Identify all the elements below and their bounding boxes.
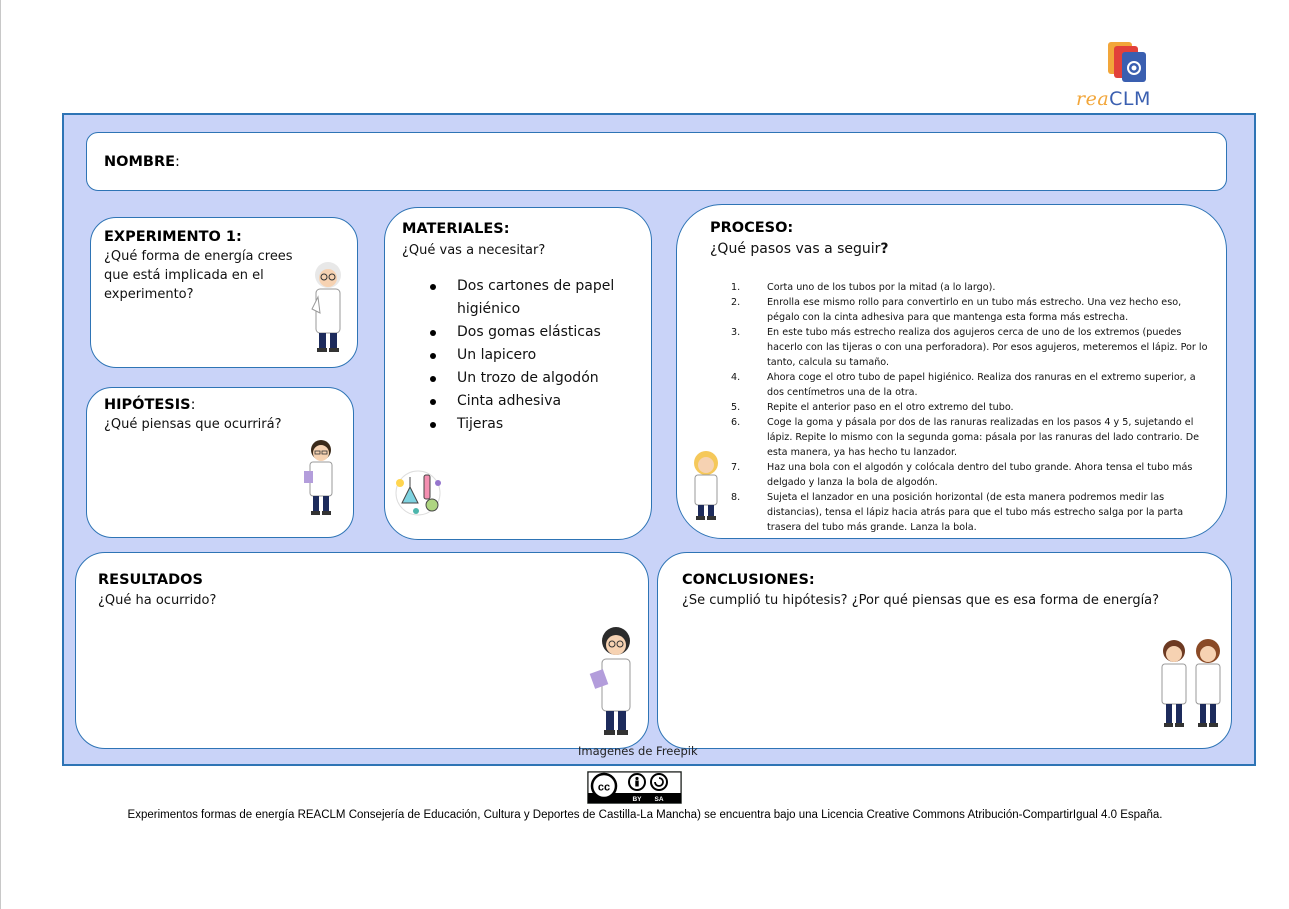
- process-step: 2. Enrolla ese mismo rollo para convertirlo en un tubo más estrecho. Una vez hecho eso, pégalo con la cinta adhesiva para que mantenga esta forma más estrecha.: [731, 297, 1182, 323]
- process-step: 5. Repite el anterior paso en el otro extremo del tubo.: [731, 402, 1014, 413]
- process-steps: [731, 280, 1211, 535]
- list-item: Tijeras: [428, 413, 643, 436]
- svg-text:cc: cc: [597, 781, 611, 794]
- process-title: PROCESO:: [710, 220, 794, 236]
- name-label: NOMBRE:: [104, 154, 180, 170]
- process-question: ¿Qué pasos vas a seguir?: [710, 241, 889, 257]
- scientist-pair-icon: [1154, 637, 1230, 737]
- license-text: Experimentos formas de energía REACLM Consejería de Educación, Cultura y Deportes de Castilla-La Mancha) se encuentra bajo una Licencia Creative Commons Atribución-CompartirIgual 4.0 España.: [127, 809, 1163, 821]
- conclusions-box[interactable]: [657, 552, 1232, 749]
- results-question: ¿Qué ha ocurrido?: [98, 593, 217, 608]
- conclusions-question: ¿Se cumplió tu hipótesis? ¿Por qué piensas que es esa forma de energía?: [682, 593, 1160, 608]
- results-box[interactable]: [75, 552, 649, 749]
- hypothesis-title: HIPÓTESIS:: [104, 397, 196, 413]
- list-item: Dos gomas elásticas: [428, 321, 643, 344]
- list-item: Cinta adhesiva: [428, 390, 643, 413]
- conclusions-title: CONCLUSIONES:: [682, 572, 815, 588]
- materials-question: ¿Qué vas a necesitar?: [402, 243, 546, 258]
- scientist-boy-icon: [300, 437, 342, 521]
- process-step: 1. Corta uno de los tubos por la mitad (a lo largo).: [731, 282, 996, 293]
- list-item: Dos cartones de papel higiénico: [428, 275, 643, 321]
- cc-by-label: BY: [632, 796, 642, 803]
- materials-list: [428, 275, 643, 436]
- process-step: 3. En este tubo más estrecho realiza dos agujeros cerca de uno de los extremos (puedes hacerlo con las tijeras o con una perforadora). Por esos agujeros, meteremos el lápiz. Por lo tanto, calcula su tamaño.: [731, 327, 1208, 368]
- scientist-girl-icon: [586, 625, 644, 743]
- process-step: 7. Haz una bola con el algodón y colócala dentro del tubo grande. Ahora tensa el tubo más delgado y lanza la bola de algodón.: [731, 462, 1193, 488]
- process-step: 8. Sujeta el lanzador en una posición horizontal (de esta manera podremos medir las distancias), tensa el lápiz hacia atrás para que el tubo más estrecho salga por la parta trasera del tubo más grande. Lanza la bola.: [731, 492, 1184, 533]
- process-step: 6. Coge la goma y pásala por dos de las ranuras realizadas en los pasos 4 y 5, sujetando el lápiz. Repite lo mismo con la segunda goma: pásala por las ranuras del lado contrario. De esta manera, ya has hecho tu lanzador.: [731, 417, 1200, 458]
- process-box: [676, 204, 1227, 539]
- process-step: 4. Ahora coge el otro tubo de papel higiénico. Realiza dos ranuras en el extremo superior, a dos centímetros una de la otra.: [731, 372, 1196, 398]
- experiment-title: EXPERIMENTO 1:: [104, 229, 242, 245]
- worksheet-frame: [62, 113, 1256, 766]
- name-box[interactable]: [86, 132, 1227, 191]
- hypothesis-question: ¿Qué piensas que ocurrirá?: [104, 417, 282, 432]
- image-credit: Imagenes de Freepik: [578, 744, 698, 758]
- results-title: RESULTADOS: [98, 572, 203, 588]
- lab-equipment-icon: [388, 463, 450, 521]
- creative-commons-badge: [587, 771, 682, 804]
- list-item: Un lapicero: [428, 344, 643, 367]
- experiment-question: ¿Qué forma de energía crees que está implicada en el experimento?: [104, 249, 293, 302]
- scientist-girl-blonde-icon: [686, 449, 726, 525]
- cc-sa-label: SA: [654, 796, 664, 803]
- scientist-elder-icon: [304, 259, 350, 359]
- reaclm-logo-text: reaCLM: [1076, 88, 1151, 110]
- materials-title: MATERIALES:: [402, 221, 510, 237]
- list-item: Un trozo de algodón: [428, 367, 643, 390]
- page-edge: [0, 0, 1, 909]
